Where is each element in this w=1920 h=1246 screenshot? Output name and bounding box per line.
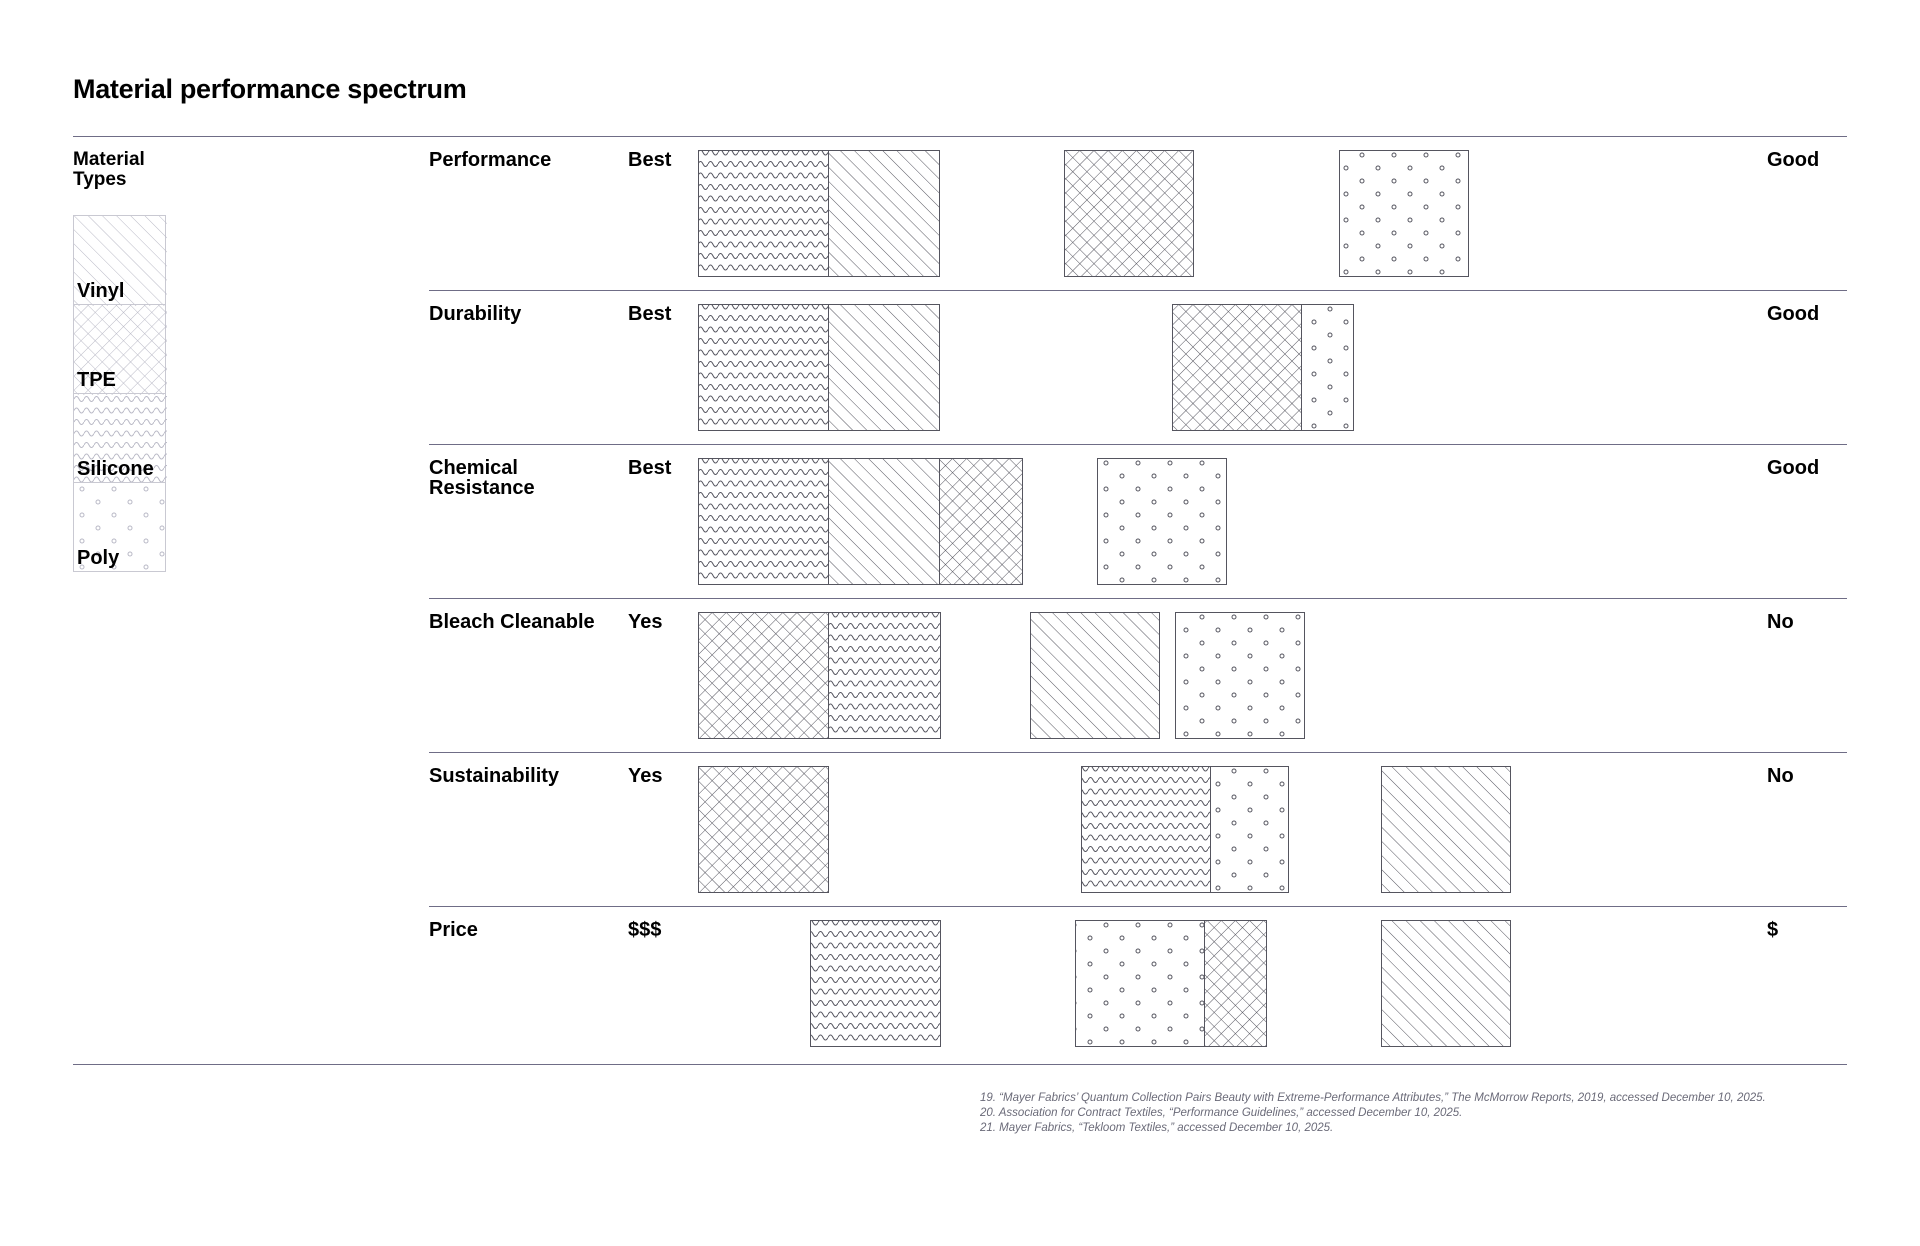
row-label: Price [429, 919, 478, 941]
block-diagonal [1382, 767, 1511, 893]
legend-label: TPE [77, 369, 116, 391]
block-diagonal [1382, 921, 1511, 1047]
legend-item-tpe [73, 304, 166, 394]
footnote: 20. Association for Contract Textiles, “Performance Guidelines,” accessed December 10, 2025. [980, 1107, 1463, 1119]
row-high-label: Good [1767, 457, 1820, 479]
bottom-rule [73, 1064, 1847, 1065]
footnotes [980, 1091, 1840, 1136]
row-low-label: Best [628, 457, 672, 479]
row-low-label: $$$ [628, 919, 662, 941]
row-low-label: Yes [628, 611, 663, 633]
legend-label: Vinyl [77, 280, 125, 302]
block-dots [1302, 305, 1354, 431]
legend-item-vinyl [73, 215, 166, 305]
block-diagonal [1031, 613, 1160, 739]
row-low-label: Best [628, 303, 672, 325]
row-label: Performance [429, 149, 552, 171]
row-chart [698, 136, 1598, 286]
row-label: Durability [429, 303, 522, 325]
block-diagonal [829, 459, 940, 585]
legend-label: Poly [77, 547, 120, 569]
row-low-label: Best [628, 149, 672, 171]
footnote: 19. “Mayer Fabrics’ Quantum Collection Pairs Beauty with Extreme-Performance Attributes,” The McMorrow Reports, 2019, accessed December 10, 2025. [980, 1092, 1766, 1104]
row-high-label: Good [1767, 149, 1820, 171]
legend-heading: Material Types [73, 149, 145, 190]
row-chart [698, 290, 1598, 440]
block-crosshatch [1173, 305, 1302, 431]
row-label: Chemical Resistance [429, 457, 535, 499]
row-high-label: $ [1767, 919, 1779, 941]
block-crosshatch [940, 459, 1023, 585]
block-dots [1076, 921, 1205, 1047]
block-diagonal [829, 151, 940, 277]
legend-swatches [73, 216, 166, 572]
legend-label: Silicone [77, 458, 154, 480]
block-dots [1340, 151, 1469, 277]
block-wave [829, 613, 941, 739]
row-chart [698, 444, 1598, 594]
row-low-label: Yes [628, 765, 663, 787]
block-dots [1098, 459, 1227, 585]
row-high-label: No [1767, 765, 1794, 787]
block-crosshatch [699, 613, 829, 739]
block-diagonal [829, 305, 940, 431]
block-crosshatch [1065, 151, 1194, 277]
block-crosshatch [1205, 921, 1267, 1047]
legend-item-silicone [73, 393, 166, 483]
block-wave [699, 151, 829, 277]
block-wave [811, 921, 941, 1047]
block-crosshatch [699, 767, 829, 893]
row-label: Sustainability [429, 765, 560, 787]
footnote: 21. Mayer Fabrics, “Tekloom Textiles,” accessed December 10, 2025. [980, 1122, 1334, 1134]
row-high-label: No [1767, 611, 1794, 633]
block-wave [699, 305, 829, 431]
block-wave [1082, 767, 1211, 893]
block-wave [699, 459, 829, 585]
legend-item-poly [73, 482, 166, 572]
block-dots [1176, 613, 1305, 739]
page-title: Material performance spectrum [73, 74, 467, 104]
row-chart [698, 906, 1598, 1056]
row-chart [698, 598, 1598, 748]
row-label: Bleach Cleanable [429, 611, 595, 633]
row-high-label: Good [1767, 303, 1820, 325]
row-chart [698, 752, 1598, 902]
block-dots [1211, 767, 1289, 893]
